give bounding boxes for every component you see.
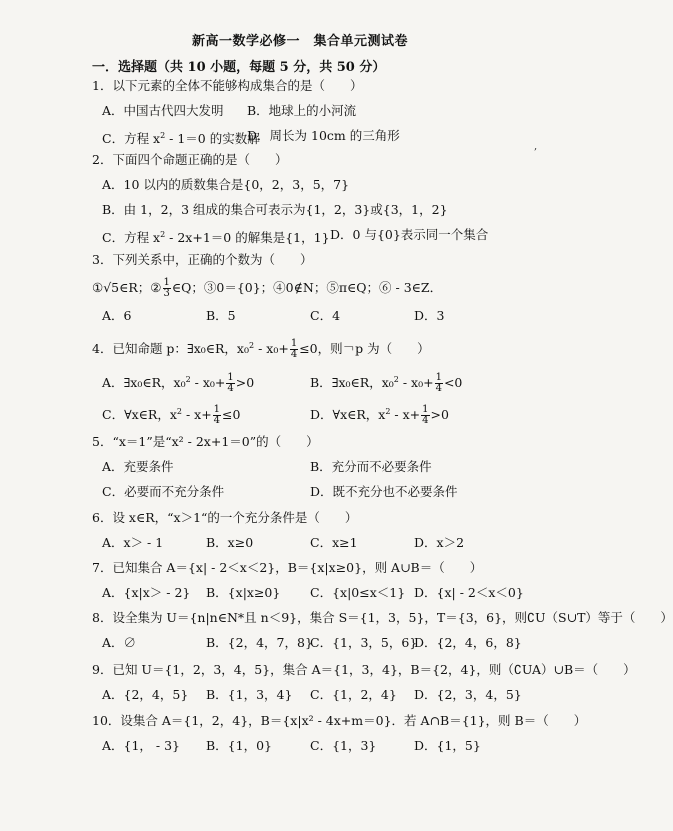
q4-option-c: C．∀x∈R，$x^2 - x+$ $\frac{1}{4}$ ≤0 — [102, 404, 241, 427]
q7-option-a: A．{x|x＞ - 2} — [102, 585, 191, 600]
q10-option-a: A．{1， - 3} — [102, 738, 181, 753]
q7-stem: 7．已知集合 A＝{x| - 2＜x＜2}，B＝{x|x≥0}，则 A∪B＝（ ） — [92, 560, 483, 575]
q5-option-d: D．既不充分也不必要条件 — [310, 484, 458, 499]
q6-option-d: D．x＞2 — [414, 535, 465, 550]
q4-stem: 4．已知命题 p：∃x₀∈R，x₀$^2$ - x₀+ $\frac{1}{4}$ ≤0，则￢p 为（ ） — [92, 338, 430, 361]
q3-stem: 3．下列关系中，正确的个数为（ ） — [92, 252, 313, 267]
q5-option-c: C．必要而不充分条件 — [102, 484, 225, 499]
q8-option-a: A．∅ — [102, 635, 137, 650]
q8-option-c: C．{1，3，5，6} — [310, 635, 418, 650]
q6-option-c: C．x≥1 — [310, 535, 358, 550]
q4-option-b: B．∃x₀∈R，x₀$^2$ - x₀+ $\frac{1}{4}$ <0 — [310, 372, 463, 395]
q9-stem: 9．已知 U＝{1，2，3，4，5}，集合 A＝{1，3，4}，B＝{2，4}，则（∁UA）∪B＝（ ） — [92, 662, 636, 677]
fraction: $\frac{1}{3}$ — [163, 277, 170, 299]
q8-option-d: D．{2，4，6，8} — [414, 635, 522, 650]
q6-option-b: B．x≥0 — [206, 535, 254, 550]
q1-stem: 1．以下元素的全体不能够构成集合的是（ ） — [92, 78, 363, 93]
q10-option-c: C．{1，3} — [310, 738, 377, 753]
q9-option-d: D．{2，3，4，5} — [414, 687, 522, 702]
q6-stem: 6．设 x∈R，“x＞1“的一个充分条件是（ ） — [92, 510, 358, 525]
q6-option-a: A．x＞ - 1 — [102, 535, 164, 550]
q2-option-c: C．方程 $x^2 - 2x+1=0$ 的解集是{1，1} — [102, 230, 330, 246]
q9-option-a: A．{2，4，5} — [102, 687, 189, 702]
q5-option-a: A．充要条件 — [102, 459, 174, 474]
q2-option-a: A．10 以内的质数集合是{0，2，3，5，7} — [102, 177, 350, 192]
q1-option-a: A．中国古代四大发明 — [102, 103, 224, 118]
q1-option-c: C．方程 $x^2 - 1=0$ 的实数解 — [102, 131, 260, 147]
fraction: $\frac{1}{4}$ — [227, 372, 234, 395]
q8-stem: 8．设全集为 U＝{n|n∈N*且 n＜9}，集合 S＝{1，3，5}，T＝{3，6}，则∁U（S∪T）等于（ ） — [92, 610, 673, 625]
q10-option-d: D．{1，5} — [414, 738, 481, 753]
q3-option-b: B．5 — [206, 308, 236, 323]
q3-option-c: C．4 — [310, 308, 341, 323]
section-heading: 一．选择题（共 10 小题，每题 5 分，共 50 分） — [92, 60, 386, 75]
q4-option-d: D．∀x∈R，$x^2 - x+$ $\frac{1}{4}$ >0 — [310, 404, 449, 427]
q1-option-b: B．地球上的小河流 — [247, 103, 357, 118]
q3-option-a: A．6 — [102, 308, 132, 323]
q5-option-b: B．充分而不必要条件 — [310, 459, 432, 474]
fraction: $\frac{1}{4}$ — [422, 404, 429, 427]
q4-option-a: A．∃x₀∈R，x₀$^2$ - x₀+ $\frac{1}{4}$ >0 — [102, 372, 255, 395]
page-title: 新高一数学必修一 集合单元测试卷 — [191, 34, 408, 49]
q7-option-b: B．{x|x≥0} — [206, 585, 281, 600]
q3-option-d: D．3 — [414, 308, 445, 323]
q3-relations: ①√5∈R；② $\frac{1}{3}$ ∈Q；③0＝{0}；④0∉N；⑤π∈Q；⑥ - 3∈Z． — [92, 277, 443, 299]
q10-option-b: B．{1，0} — [206, 738, 272, 753]
stray-mark: , — [534, 141, 538, 152]
q2-stem: 2．下面四个命题正确的是（ ） — [92, 152, 288, 167]
q7-option-c: C．{x|0≤x＜1} — [310, 585, 406, 600]
q8-option-b: B．{2，4，7，8} — [206, 635, 313, 650]
q1-option-d: D．周长为 10cm 的三角形 — [247, 128, 400, 143]
fraction: $\frac{1}{4}$ — [213, 404, 221, 427]
q9-option-b: B．{1，3，4} — [206, 687, 293, 702]
q10-stem: 10．设集合 A＝{1，2，4}，B＝{x|x² - 4x+m＝0}．若 A∩B＝{1}，则 B＝（ ） — [92, 713, 587, 728]
fraction: $\frac{1}{4}$ — [290, 338, 298, 361]
q5-stem: 5．“x＝1”是“x² - 2x+1＝0”的（ ） — [92, 434, 319, 449]
q2-option-d: D．0 与{0}表示同一个集合 — [330, 227, 489, 242]
q2-option-b: B．由 1，2，3 组成的集合可表示为{1，2，3}或{3，1，2} — [102, 202, 448, 217]
q7-option-d: D．{x| - 2＜x＜0} — [414, 585, 524, 600]
q9-option-c: C．{1，2，4} — [310, 687, 397, 702]
fraction: $\frac{1}{4}$ — [435, 372, 442, 395]
